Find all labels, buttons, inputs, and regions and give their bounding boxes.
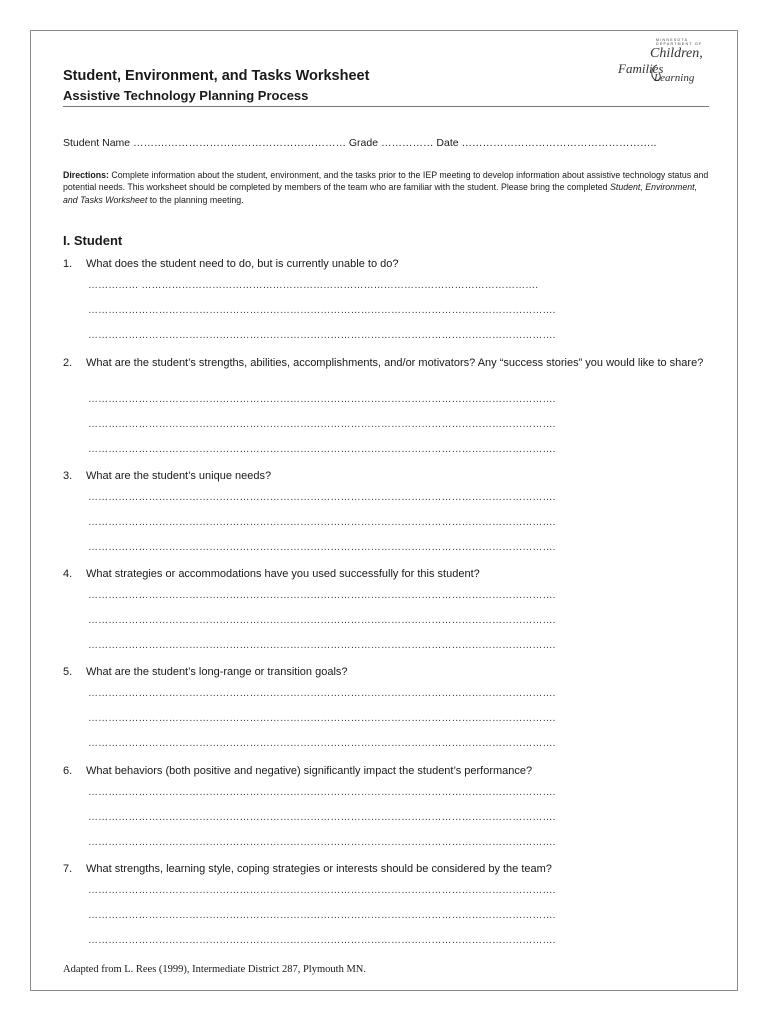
question-text: What behaviors (both positive and negative) significantly impact the student’s performance? (86, 765, 533, 777)
page-subtitle: Assistive Technology Planning Process (63, 88, 309, 103)
answer-line[interactable]: …………………………………………………………………………………………………………………………. (88, 935, 556, 946)
answer-line[interactable]: …………………………………………………………………………………………………………………………. (88, 812, 556, 823)
question-text: What strengths, learning style, coping strategies or interests should be considered by the team? (86, 863, 552, 875)
question-text: What are the student’s strengths, abilities, accomplishments, and/or motivators? Any “success stories” you would like to share? (86, 357, 704, 369)
question-number: 3. (63, 470, 73, 482)
question-number: 5. (63, 666, 73, 678)
answer-line[interactable]: …………………………………………………………………………………………………………………………. (88, 688, 556, 699)
answer-line[interactable]: …………………………………………………………………………………………………………………………. (88, 330, 556, 341)
question-number: 1. (63, 258, 73, 270)
logo-word-learning: Learning (654, 72, 695, 84)
answer-line[interactable]: …………………………………………………………………………………………………………………………. (88, 910, 556, 921)
student-name-field[interactable]: ……….…………………………………………… (133, 137, 346, 149)
question-6 (63, 764, 713, 780)
answer-line[interactable]: …………………………………………………………………………………………………………………………. (88, 590, 556, 601)
answer-line[interactable]: …………………………………………………………………………………………………………………………. (88, 305, 556, 316)
answer-line[interactable]: …………………………………………………………………………………………………………………………. (88, 713, 556, 724)
answer-line[interactable]: …………………………………………………………………………………………………………………………. (88, 885, 556, 896)
grade-field[interactable]: …………… (381, 137, 434, 149)
grade-label: Grade (348, 137, 379, 149)
logo-word-children: Children, (650, 46, 703, 61)
date-label: Date (436, 137, 459, 149)
question-3 (63, 469, 713, 485)
directions-text: Complete information about the student, environment, and the tasks prior to the IEP meeting to develop information about assistive technology status and potential needs. This worksheet should be completed by members of the team who are familiar with the student. Please bring the completed (63, 170, 709, 193)
student-name-label: Student Name (63, 137, 131, 149)
logo-word-families: Families (618, 61, 664, 76)
question-5 (63, 665, 713, 681)
answer-line[interactable]: …………………………………………………………………………………………………………………………. (88, 738, 556, 749)
header-divider (63, 106, 709, 107)
answer-line[interactable]: …………………………………………………………………………………………………………………………. (88, 419, 556, 430)
question-number: 7. (63, 863, 73, 875)
question-number: 4. (63, 568, 73, 580)
question-1 (63, 257, 713, 273)
answer-line[interactable]: …………………………………………………………………………………………………………………………. (88, 444, 556, 455)
question-text: What strategies or accommodations have you used successfully for this student? (86, 568, 480, 580)
directions-label: Directions: (63, 170, 109, 180)
answer-line[interactable]: …………………………………………………………………………………………………………………………. (88, 640, 556, 651)
question-number: 2. (63, 357, 73, 369)
student-info-line (63, 137, 656, 149)
section-heading: I. Student (63, 233, 123, 248)
organization-logo (610, 38, 710, 90)
date-field[interactable]: ……………………………………………….. (461, 137, 657, 149)
answer-line[interactable]: …………………………………………………………………………………………………………………………. (88, 394, 556, 405)
question-number: 6. (63, 765, 73, 777)
directions-worksheet-name: Student, Environment, and Tasks Worksheet (63, 182, 698, 205)
question-4 (63, 567, 713, 583)
answer-line[interactable]: …………… ………………………………………………………………………………………………………. (88, 280, 539, 291)
question-2 (63, 356, 713, 372)
answer-line[interactable]: …………………………………………………………………………………………………………………………. (88, 837, 556, 848)
question-7 (63, 862, 713, 878)
logo-top-text: MINNESOTA DEPARTMENT OF (656, 38, 703, 46)
question-text: What are the student’s long-range or transition goals? (86, 666, 348, 678)
page-title: Student, Environment, and Tasks Worksheet (63, 68, 370, 84)
answer-line[interactable]: …………………………………………………………………………………………………………………………. (88, 615, 556, 626)
answer-line[interactable]: …………………………………………………………………………………………………………………………. (88, 517, 556, 528)
directions-paragraph (63, 169, 713, 206)
directions-text-end: to the planning meeting. (147, 194, 244, 205)
footer-attribution: Adapted from L. Rees (1999), Intermediate District 287, Plymouth MN. (63, 964, 366, 975)
answer-line[interactable]: …………………………………………………………………………………………………………………………. (88, 787, 556, 798)
answer-line[interactable]: …………………………………………………………………………………………………………………………. (88, 492, 556, 503)
answer-line[interactable]: …………………………………………………………………………………………………………………………. (88, 542, 556, 553)
question-text: What are the student’s unique needs? (86, 470, 272, 482)
question-text: What does the student need to do, but is currently unable to do? (86, 258, 399, 270)
